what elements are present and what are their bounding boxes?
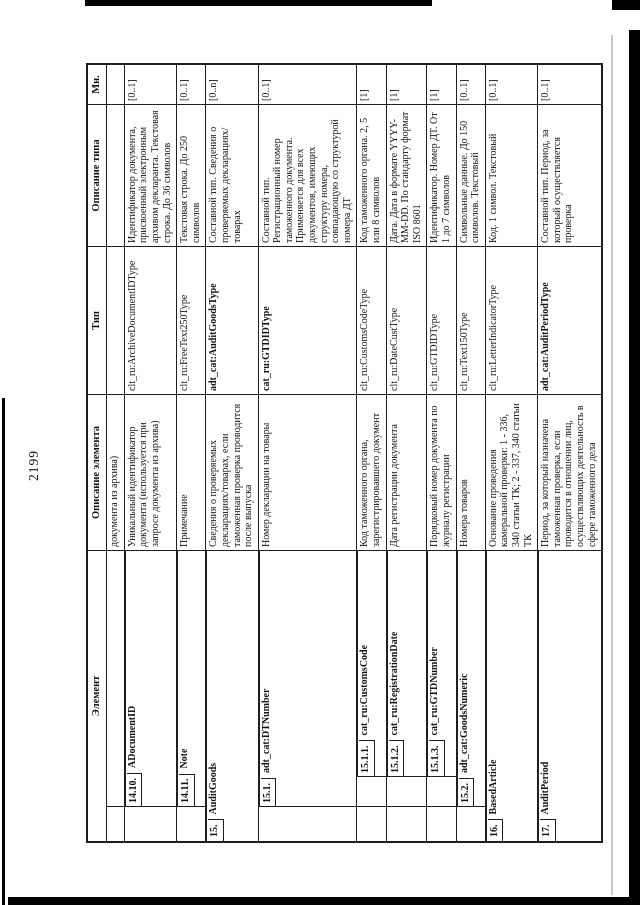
scan-artifact-gray-line: [611, 35, 613, 895]
column-header-multiplicity: Мн.: [88, 65, 107, 105]
element-entry: [259, 551, 279, 807]
type-description-cell: Текстовая строка. До 250 символов: [176, 105, 205, 247]
element-number: 15.1.2.: [389, 741, 405, 778]
hierarchy-gutter-line: [457, 806, 485, 807]
column-header-element: Элемент: [88, 551, 107, 841]
type-description-cell: [107, 105, 124, 247]
element-name: cat_ru:RegistrationDate: [388, 631, 400, 736]
element-name: cat_ru:GTDNumber: [429, 647, 441, 736]
type-description-cell: Идентификатор документа, присвоенный электронным архивом декларанта. Текстовая строка. До 36 символов: [124, 105, 176, 247]
element-description-cell: Примечание: [176, 395, 205, 551]
element-cell: [537, 551, 601, 841]
element-description-cell: Порядковый номер документа по журналу регистрации: [426, 395, 455, 551]
hierarchy-gutter-line: [107, 806, 124, 807]
table-row: [426, 65, 455, 841]
type-cell: clt_ru:Text150Type: [456, 247, 485, 395]
element-cell: [456, 551, 485, 841]
element-entry: [107, 551, 122, 807]
element-number: 15.: [208, 820, 224, 842]
element-entry: [538, 551, 558, 841]
hierarchy-gutter-line: [259, 806, 357, 807]
type-description-cell: Идентификатор. Номер ДТ. От 1 до 7 символов: [426, 105, 455, 247]
element-description-cell: документа из архива): [107, 395, 124, 551]
element-name: BasedArticle: [487, 759, 499, 815]
element-number: 15.1.: [261, 778, 277, 807]
hierarchy-gutter-line: [387, 806, 427, 807]
multiplicity-cell: [1]: [386, 65, 427, 105]
element-description-cell: Сведения о проверяемых декларациях/товарах, если таможенная проверка проводится после выпуска: [205, 395, 257, 551]
type-description-cell: Дата. Дата в формате YYYY-MM-DD. По стандарту формат ISO 8601: [386, 105, 427, 247]
table-row: [205, 65, 257, 841]
hierarchy-gutter-line: [357, 776, 385, 777]
element-number: 16.: [488, 820, 504, 842]
element-cell: [485, 551, 537, 841]
hierarchy-gutter-line: [177, 806, 205, 807]
type-cell: clt_ru:CustomsCodeType: [356, 247, 385, 395]
element-number: 15.1.3.: [429, 741, 445, 778]
table-row: [537, 65, 601, 841]
element-cell: [386, 551, 427, 841]
element-description-cell: Уникальный идентификатор документа (используется при запросе документа из архива): [124, 395, 176, 551]
element-entry: [486, 551, 506, 841]
table-header-row: [88, 65, 107, 841]
element-entry: [206, 551, 226, 841]
element-name: ADocumentID: [126, 705, 138, 768]
type-cell: [107, 247, 124, 395]
table-row: [456, 65, 485, 841]
scan-artifact-corner: [612, 0, 640, 10]
element-description-cell: Период, за который назначена таможенная проверка, если проводится в отношении лиц, осуществляющих деятельность в сфере таможенного дела: [537, 395, 601, 551]
column-header-type: Тип: [88, 247, 107, 395]
element-cell: [258, 551, 357, 841]
scan-artifact-bottom-bar: [8, 897, 640, 905]
type-description-cell: Символьные данные. До 150 символов. Текстовый: [456, 105, 485, 247]
multiplicity-cell: [0..1]: [176, 65, 205, 105]
scan-artifact-right-band: [629, 30, 640, 905]
element-name: adt_cat:DTNumber: [260, 688, 272, 773]
multiplicity-cell: [107, 65, 124, 105]
multiplicity-cell: [1]: [356, 65, 385, 105]
type-description-cell: Составной тип. Период, за который осуществляется проверка: [537, 105, 601, 247]
table-body: [107, 65, 601, 841]
scan-artifact-top-bar: [85, 0, 432, 6]
hierarchy-gutter-line: [427, 806, 455, 807]
element-description-cell: Код таможенного органа, зарегистрировавшего документ: [356, 395, 385, 551]
element-name: AuditGoods: [208, 762, 220, 815]
schema-table: [86, 63, 603, 843]
element-description-cell: Основание проведения камеральной проверки: 1 - 336, 340 статьи ТК; 2 - 337, 340 статьи ТК: [485, 395, 537, 551]
multiplicity-cell: [0..1]: [456, 65, 485, 105]
table-row: [258, 65, 357, 841]
multiplicity-cell: [0..1]: [537, 65, 601, 105]
hierarchy-gutter-line: [387, 776, 427, 777]
scan-artifact-left-line: [2, 398, 5, 905]
type-cell: clt_ru:DateCustType: [386, 247, 427, 395]
column-header-element-description: Описание элемента: [88, 395, 107, 551]
element-cell: [426, 551, 455, 841]
table-row: [356, 65, 385, 841]
element-cell: [205, 551, 257, 841]
element-name: adt_cat:GoodsNumeric: [458, 673, 470, 773]
type-description-cell: Составной тип. Регистрационный номер таможенного документа. Применяется для всех документов, имеющих структуру номера, совпадающую со структурой номера ДТ: [258, 105, 357, 247]
table-row: [386, 65, 427, 841]
element-number: 17.: [540, 820, 556, 842]
type-cell: cat_ru:GTDIDType: [258, 247, 357, 395]
multiplicity-cell: [0..1]: [124, 65, 176, 105]
multiplicity-cell: [1]: [426, 65, 455, 105]
type-cell: clt_ru:FreeText250Type: [176, 247, 205, 395]
type-cell: adt_cat:AuditPeriodType: [537, 247, 601, 395]
element-name: cat_ru:CustomsCode: [359, 644, 371, 736]
element-number: 15.2.: [459, 778, 475, 807]
page-number: 2199: [26, 450, 41, 481]
multiplicity-cell: [0..n]: [205, 65, 257, 105]
element-description-cell: Дата регистрации документа: [386, 395, 427, 551]
element-number: 14.11.: [179, 774, 195, 807]
table-row: [107, 65, 124, 841]
element-cell: [176, 551, 205, 841]
type-description-cell: Составной тип. Сведения о проверяемых декларациях/товарах: [205, 105, 257, 247]
element-entry: [387, 551, 407, 777]
element-entry: [125, 551, 145, 807]
element-name: AuditPeriod: [540, 761, 552, 815]
type-cell: clt_ru:GTDIDType: [426, 247, 455, 395]
element-entry: [427, 551, 447, 777]
element-number: 15.1.1.: [359, 741, 375, 778]
element-number: 14.10.: [127, 773, 143, 807]
element-cell: [107, 551, 124, 841]
multiplicity-cell: [0..1]: [485, 65, 537, 105]
multiplicity-cell: [0..1]: [258, 65, 357, 105]
column-header-type-description: Описание типа: [88, 105, 107, 247]
element-description-cell: Номер декларации на товары: [258, 395, 357, 551]
element-name: Note: [179, 748, 191, 769]
element-cell: [124, 551, 176, 841]
hierarchy-gutter-line: [427, 776, 455, 777]
type-description-cell: Код таможенного органа. 2, 5 или 8 символов: [356, 105, 385, 247]
type-cell: clt_ru:ArchiveDocumentIDType: [124, 247, 176, 395]
table-row: [485, 65, 537, 841]
element-description-cell: Номера товаров: [456, 395, 485, 551]
element-entry: [177, 551, 197, 807]
element-entry: [457, 551, 477, 807]
hierarchy-gutter-line: [357, 806, 385, 807]
table-row: [176, 65, 205, 841]
element-entry: [357, 551, 377, 777]
element-cell: [356, 551, 385, 841]
hierarchy-gutter-line: [125, 806, 176, 807]
type-cell: adt_cat:AuditGoodsType: [205, 247, 257, 395]
type-cell: clt_ru:LetterIndicatorType: [485, 247, 537, 395]
table-row: [124, 65, 176, 841]
type-description-cell: Код. 1 символ. Текстовый: [485, 105, 537, 247]
